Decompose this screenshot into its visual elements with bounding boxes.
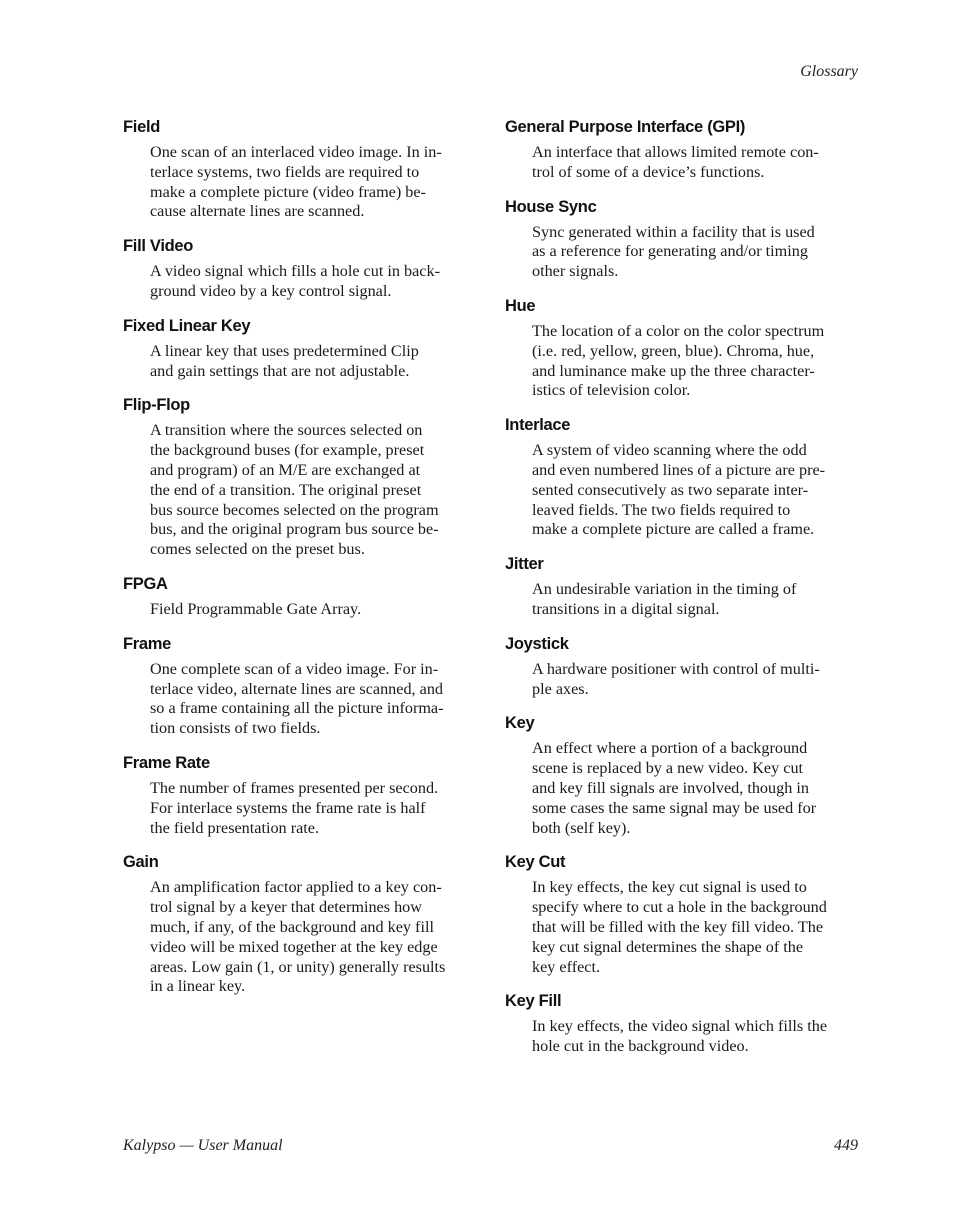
glossary-term: General Purpose Interface (GPI) <box>505 118 746 136</box>
definition-line: cause alternate lines are scanned. <box>150 202 365 221</box>
definition-line: and program) of an M/E are exchanged at <box>150 460 421 479</box>
glossary-entry <box>505 197 867 282</box>
definition-line: transitions in a digital signal. <box>532 599 720 618</box>
glossary-entry <box>123 117 485 222</box>
definition-line: areas. Low gain (1, or unity) generally results <box>150 957 446 976</box>
definition-line: A system of video scanning where the odd <box>532 441 807 460</box>
definition-line: A hardware positioner with control of multi- <box>532 659 820 678</box>
glossary-entry <box>123 395 485 560</box>
definition-line: bus source becomes selected on the program <box>150 500 439 519</box>
glossary-entry <box>505 634 867 700</box>
glossary-term: Key Cut <box>505 853 566 872</box>
glossary-definition <box>532 223 867 282</box>
glossary-term: Interlace <box>505 416 571 435</box>
definition-line: An amplification factor applied to a key con- <box>150 878 442 897</box>
glossary-term: Key <box>505 714 535 733</box>
glossary-term: Frame Rate <box>123 753 210 772</box>
glossary-entry <box>123 236 485 302</box>
glossary-entry <box>505 296 867 401</box>
definition-line: terlace video, alternate lines are scanned, and <box>150 679 444 698</box>
definition-line: both (self key). <box>532 818 631 837</box>
glossary-term: FPGA <box>123 574 168 593</box>
definition-line: trol signal by a keyer that determines how <box>150 898 422 917</box>
definition-line: and key fill signals are involved, though in <box>532 778 809 797</box>
glossary-entry <box>505 415 867 540</box>
footer-manual-title: Kalypso — User Manual <box>123 1137 283 1154</box>
glossary-entry <box>123 574 485 620</box>
glossary-entry <box>505 852 867 977</box>
glossary-left-column <box>123 117 485 1011</box>
definition-line: and gain settings that are not adjustable. <box>150 361 410 380</box>
glossary-term: Hue <box>505 296 536 315</box>
definition-line: make a complete picture are called a frame. <box>532 520 815 539</box>
glossary-definition <box>150 779 485 838</box>
running-header: Glossary <box>800 63 858 80</box>
definition-line: In key effects, the key cut signal is used to <box>532 878 807 897</box>
glossary-definition <box>532 660 867 700</box>
glossary-definition <box>150 262 485 302</box>
definition-line: trol of some of a device’s functions. <box>532 162 765 181</box>
definition-line: An interface that allows limited remote con- <box>532 143 819 161</box>
definition-line: specify where to cut a hole in the background <box>532 898 827 917</box>
definition-line: ground video by a key control signal. <box>150 281 392 300</box>
definition-line: scene is replaced by a new video. Key cut <box>532 759 804 778</box>
glossary-definition <box>532 1017 867 1057</box>
glossary-definition <box>532 143 867 183</box>
definition-line: as a reference for generating and/or timing <box>532 242 808 261</box>
glossary-term: Fill Video <box>123 237 194 256</box>
glossary-definition <box>532 580 867 620</box>
definition-line: and luminance make up the three character- <box>532 361 815 380</box>
definition-line: ple axes. <box>532 679 589 698</box>
definition-line: and even numbered lines of a picture are pre- <box>532 460 826 479</box>
definition-line: (i.e. red, yellow, green, blue). Chroma, hue, <box>532 341 815 360</box>
definition-line: tion consists of two fields. <box>150 719 321 738</box>
definition-line: bus, and the original program bus source be- <box>150 520 439 539</box>
definition-line: that will be filled with the key fill video. The <box>532 917 824 936</box>
definition-line: make a complete picture (video frame) be- <box>150 182 426 201</box>
definition-line: For interlace systems the frame rate is half <box>150 798 426 817</box>
glossary-definition <box>150 878 485 997</box>
definition-line: the end of a transition. The original preset <box>150 480 422 499</box>
definition-line: The location of a color on the color spectrum <box>532 321 825 340</box>
definition-line: istics of television color. <box>532 381 691 400</box>
glossary-entry <box>505 117 867 183</box>
definition-line: One scan of an interlaced video image. In in- <box>150 143 442 161</box>
glossary-term: Key Fill <box>505 992 562 1011</box>
glossary-definition <box>532 441 867 540</box>
definition-line: video will be mixed together at the key edge <box>150 937 438 956</box>
glossary-definition <box>532 878 867 977</box>
definition-line: A transition where the sources selected on <box>150 421 423 440</box>
definition-line: leaved fields. The two fields required to <box>532 500 791 519</box>
definition-line: terlace systems, two fields are required to <box>150 162 420 181</box>
definition-line: some cases the same signal may be used for <box>532 798 817 817</box>
definition-line: Field Programmable Gate Array. <box>150 599 362 618</box>
glossary-term: Gain <box>123 853 159 872</box>
definition-line: An undesirable variation in the timing of <box>532 580 797 599</box>
glossary-term: House Sync <box>505 197 597 216</box>
glossary-definition <box>532 322 867 401</box>
definition-line: The number of frames presented per second. <box>150 778 439 797</box>
glossary-definition <box>150 421 485 560</box>
glossary-entry <box>123 634 485 739</box>
glossary-definition <box>150 143 485 222</box>
glossary-entry <box>123 852 485 997</box>
glossary-definition <box>150 660 485 739</box>
definition-line: In key effects, the video signal which fills the <box>532 1017 828 1036</box>
glossary-term: Flip-Flop <box>123 396 190 415</box>
definition-line: key effect. <box>532 957 601 976</box>
definition-line: hole cut in the background video. <box>532 1037 749 1056</box>
definition-line: the field presentation rate. <box>150 818 319 837</box>
definition-line: the background buses (for example, preset <box>150 441 425 460</box>
definition-line: in a linear key. <box>150 977 246 996</box>
glossary-entry <box>123 753 485 838</box>
glossary-definition <box>150 342 485 382</box>
glossary-definition <box>532 739 867 838</box>
definition-line: comes selected on the preset bus. <box>150 540 365 559</box>
glossary-entry <box>505 713 867 838</box>
glossary-term: Jitter <box>505 555 544 574</box>
glossary-definition <box>150 600 485 620</box>
definition-line: other signals. <box>532 262 619 281</box>
glossary-term: Joystick <box>505 634 569 653</box>
footer-page-number: 449 <box>834 1137 858 1154</box>
glossary-entry <box>505 554 867 620</box>
definition-line: An effect where a portion of a background <box>532 739 808 758</box>
glossary-term: Fixed Linear Key <box>123 316 251 335</box>
definition-line: so a frame containing all the picture informa- <box>150 699 444 718</box>
glossary-entry <box>123 316 485 382</box>
definition-line: key cut signal determines the shape of the <box>532 937 804 956</box>
glossary-term: Field <box>123 118 161 136</box>
glossary-right-column <box>505 117 867 1071</box>
glossary-term: Frame <box>123 634 172 653</box>
definition-line: A linear key that uses predetermined Clip <box>150 341 419 360</box>
glossary-entry <box>505 991 867 1057</box>
definition-line: A video signal which fills a hole cut in back- <box>150 262 440 281</box>
definition-line: much, if any, of the background and key fill <box>150 917 434 936</box>
definition-line: Sync generated within a facility that is used <box>532 222 815 241</box>
definition-line: One complete scan of a video image. For in- <box>150 659 439 678</box>
definition-line: sented consecutively as two separate inter- <box>532 480 809 499</box>
